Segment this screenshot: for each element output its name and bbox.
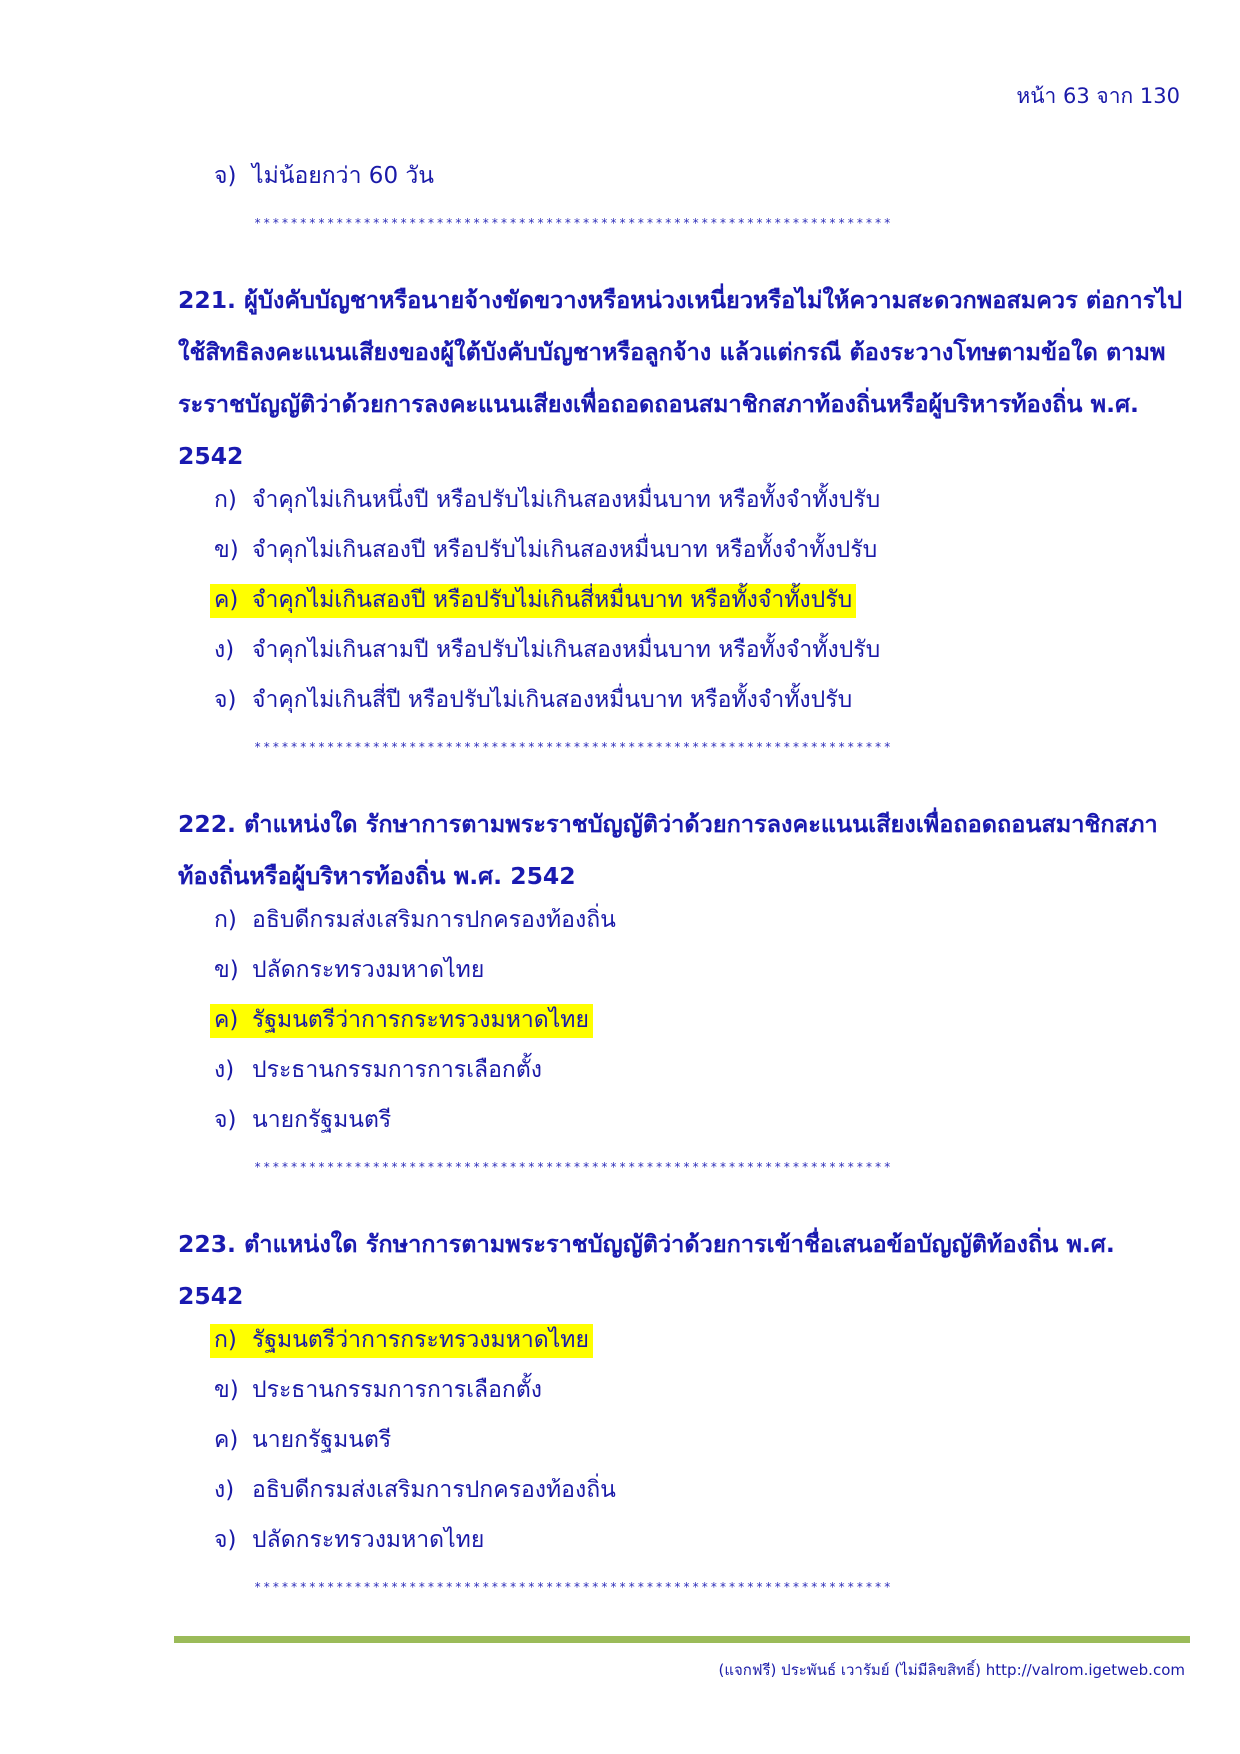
option-mark: ค): [214, 1427, 239, 1453]
option-mark: ข): [214, 1377, 239, 1403]
option-223-c: [214, 1424, 1183, 1474]
option-mark: จ): [214, 163, 237, 189]
option-mark: ก): [214, 907, 237, 933]
option-text: จำคุกไม่เกินสี่ปี หรือปรับไม่เกินสองหมื่นบาท หรือทั้งจำทั้งปรับ: [252, 687, 853, 713]
footer-credit: (แจกฟรี) ประพันธ์ เวารัมย์ (ไม่มีลิขสิทธิ์) http://valrom.igetweb.com: [718, 1661, 1185, 1679]
option-text: อธิบดีกรมส่งเสริมการปกครองท้องถิ่น: [252, 907, 616, 933]
option-222-c-answer: [214, 1004, 1183, 1054]
option-text: รัฐมนตรีว่าการกระทรวงมหาดไทย: [252, 1327, 589, 1353]
option-223-a-answer: [214, 1324, 1183, 1374]
question-number: 222.: [178, 810, 236, 838]
option-text: อธิบดีกรมส่งเสริมการปกครองท้องถิ่น: [252, 1477, 616, 1503]
option-223-b: [214, 1374, 1183, 1424]
option-222-e: [214, 1104, 1183, 1154]
question-number: 221.: [178, 286, 236, 314]
option-text: ปลัดกระทรวงมหาดไทย: [252, 957, 485, 983]
option-mark: จ): [214, 1107, 237, 1133]
option-mark: ง): [214, 1477, 235, 1503]
question-number: 223.: [178, 1230, 236, 1258]
option-text: ไม่น้อยกว่า 60 วัน: [252, 163, 435, 189]
option-222-a: [214, 904, 1183, 954]
question-text: ผู้บังคับบัญชาหรือนายจ้างขัดขวางหรือหน่วงเหนี่ยวหรือไม่ให้ความสะดวกพอสมควร ต่อการไปใช้สิทธิลงคะแนนเสียงของผู้ใต้บังคับบัญชาหรือลูกจ้าง แล้วแต่กรณี ต้องระวางโทษตามข้อใด ตามพระราชบัญญัติว่าด้วยการลงคะแนนเสียงเพื่อถอดถอนสมาชิกสภาท้องถิ่นหรือผู้บริหารท้องถิ่น พ.ศ. 2542: [178, 286, 1183, 470]
option-mark: จ): [214, 1527, 237, 1553]
answer-highlight: [210, 584, 856, 618]
question-221: [178, 274, 1183, 482]
separator: **********************************************************************: [254, 1580, 893, 1594]
answer-highlight: [210, 1004, 593, 1038]
question-222: [178, 798, 1183, 902]
option-prev-e: [214, 160, 1183, 210]
option-mark: ข): [214, 537, 239, 563]
option-223-d: [214, 1474, 1183, 1524]
option-text: ปลัดกระทรวงมหาดไทย: [252, 1527, 485, 1553]
separator: **********************************************************************: [254, 740, 893, 754]
option-text: ประธานกรรมการการเลือกตั้ง: [252, 1377, 543, 1403]
option-mark: ค): [214, 1007, 239, 1033]
question-text: ตำแหน่งใด รักษาการตามพระราชบัญญัติว่าด้วยการเข้าชื่อเสนอข้อบัญญัติท้องถิ่น พ.ศ. 2542: [178, 1230, 1115, 1310]
option-mark: จ): [214, 687, 237, 713]
option-222-b: [214, 954, 1183, 1004]
option-text: นายกรัฐมนตรี: [252, 1427, 392, 1453]
page-number: หน้า 63 จาก 130: [1016, 84, 1180, 108]
separator: **********************************************************************: [254, 216, 893, 230]
option-text: จำคุกไม่เกินสองปี หรือปรับไม่เกินสองหมื่นบาท หรือทั้งจำทั้งปรับ: [252, 537, 878, 563]
option-223-e: [214, 1524, 1183, 1574]
separator: **********************************************************************: [254, 1160, 893, 1174]
footer-divider: [174, 1636, 1190, 1643]
page-content: [178, 160, 1183, 1614]
option-text: จำคุกไม่เกินหนึ่งปี หรือปรับไม่เกินสองหมื่นบาท หรือทั้งจำทั้งปรับ: [252, 487, 881, 513]
option-text: นายกรัฐมนตรี: [252, 1107, 392, 1133]
option-text: รัฐมนตรีว่าการกระทรวงมหาดไทย: [252, 1007, 589, 1033]
option-mark: ค): [214, 587, 239, 613]
option-mark: ข): [214, 957, 239, 983]
option-221-a: [214, 484, 1183, 534]
question-223: [178, 1218, 1183, 1322]
option-221-b: [214, 534, 1183, 584]
option-221-c-answer: [214, 584, 1183, 634]
option-mark: ง): [214, 1057, 235, 1083]
option-mark: ง): [214, 637, 235, 663]
option-221-d: [214, 634, 1183, 684]
option-text: จำคุกไม่เกินสองปี หรือปรับไม่เกินสี่หมื่นบาท หรือทั้งจำทั้งปรับ: [252, 587, 853, 613]
option-text: จำคุกไม่เกินสามปี หรือปรับไม่เกินสองหมื่นบาท หรือทั้งจำทั้งปรับ: [252, 637, 881, 663]
option-text: ประธานกรรมการการเลือกตั้ง: [252, 1057, 543, 1083]
option-mark: ก): [214, 1327, 237, 1353]
option-222-d: [214, 1054, 1183, 1104]
option-221-e: [214, 684, 1183, 734]
answer-highlight: [210, 1324, 593, 1358]
question-text: ตำแหน่งใด รักษาการตามพระราชบัญญัติว่าด้วยการลงคะแนนเสียงเพื่อถอดถอนสมาชิกสภาท้องถิ่นหรือผู้บริหารท้องถิ่น พ.ศ. 2542: [178, 810, 1158, 890]
option-mark: ก): [214, 487, 237, 513]
